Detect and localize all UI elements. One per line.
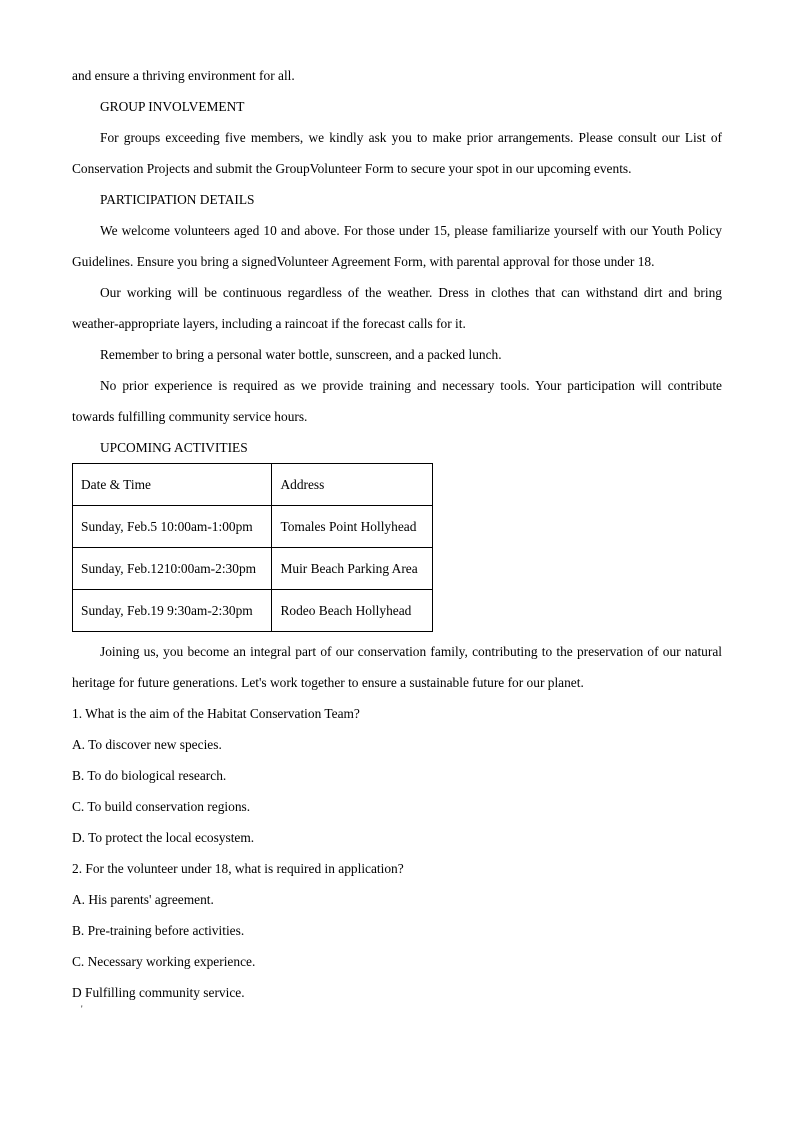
answer-option: B. To do biological research. [72,768,227,783]
answer-option: B. Pre-training before activities. [72,923,245,938]
participation-paragraph-age: We welcome volunteers aged 10 and above. For those under 15, please familiarize yourself with our Youth Policy Guidelines. Ensure you bring a signedVolunteer Agreement Form, with parental approval for those under 18. [72,223,722,269]
answer-option: A. To discover new species. [72,737,222,752]
intro-tail: and ensure a thriving environment for all. [72,68,295,83]
table-cell-date: Sunday, Feb.19 9:30am-2:30pm [73,590,272,632]
table-header-cell: Address [272,464,433,506]
question-stem: 1. What is the aim of the Habitat Conservation Team? [72,706,360,721]
answer-option: C. To build conservation regions. [72,799,251,814]
table-cell-address: Muir Beach Parking Area [272,548,433,590]
table-cell-date: Sunday, Feb.1210:00am-2:30pm [73,548,272,590]
answer-option: C. Necessary working experience. [72,954,256,969]
participation-paragraph-experience: No prior experience is required as we provide training and necessary tools. Your participation will contribute towards fulfilling community service hours. [72,378,722,424]
table-row [73,548,433,590]
activities-table [72,463,433,632]
participation-paragraph-supplies: Remember to bring a personal water bottle, sunscreen, and a packed lunch. [100,347,502,362]
table-cell-address: Rodeo Beach Hollyhead [272,590,433,632]
activities-heading: UPCOMING ACTIVITIES [100,440,248,455]
table-cell-address: Tomales Point Hollyhead [272,506,433,548]
stray-mark: ' [81,1004,83,1014]
document-page [72,60,722,1008]
participation-paragraph-weather: Our working will be continuous regardless of the weather. Dress in clothes that can withstand dirt and bring weather-appropriate layers, including a raincoat if the forecast calls for it. [72,285,722,331]
closing-paragraph: Joining us, you become an integral part of our conservation family, contributing to the preservation of our natural heritage for future generations. Let's work together to ensure a sustainable future for our planet. [72,644,722,690]
group-paragraph: For groups exceeding five members, we kindly ask you to make prior arrangements. Please consult our List of Conservation Projects and submit the GroupVolunteer Form to secure your spot in our upcoming events. [72,130,722,176]
group-heading: GROUP INVOLVEMENT [100,99,245,114]
answer-option: D Fulfilling community service. [72,985,245,1000]
answer-option: A. His parents' agreement. [72,892,214,907]
table-header-row [73,464,433,506]
answer-option: D. To protect the local ecosystem. [72,830,255,845]
participation-heading: PARTICIPATION DETAILS [100,192,255,207]
question-stem: 2. For the volunteer under 18, what is required in application? [72,861,404,876]
table-row [73,590,433,632]
table-cell-date: Sunday, Feb.5 10:00am-1:00pm [73,506,272,548]
table-header-cell: Date & Time [73,464,272,506]
table-row [73,506,433,548]
